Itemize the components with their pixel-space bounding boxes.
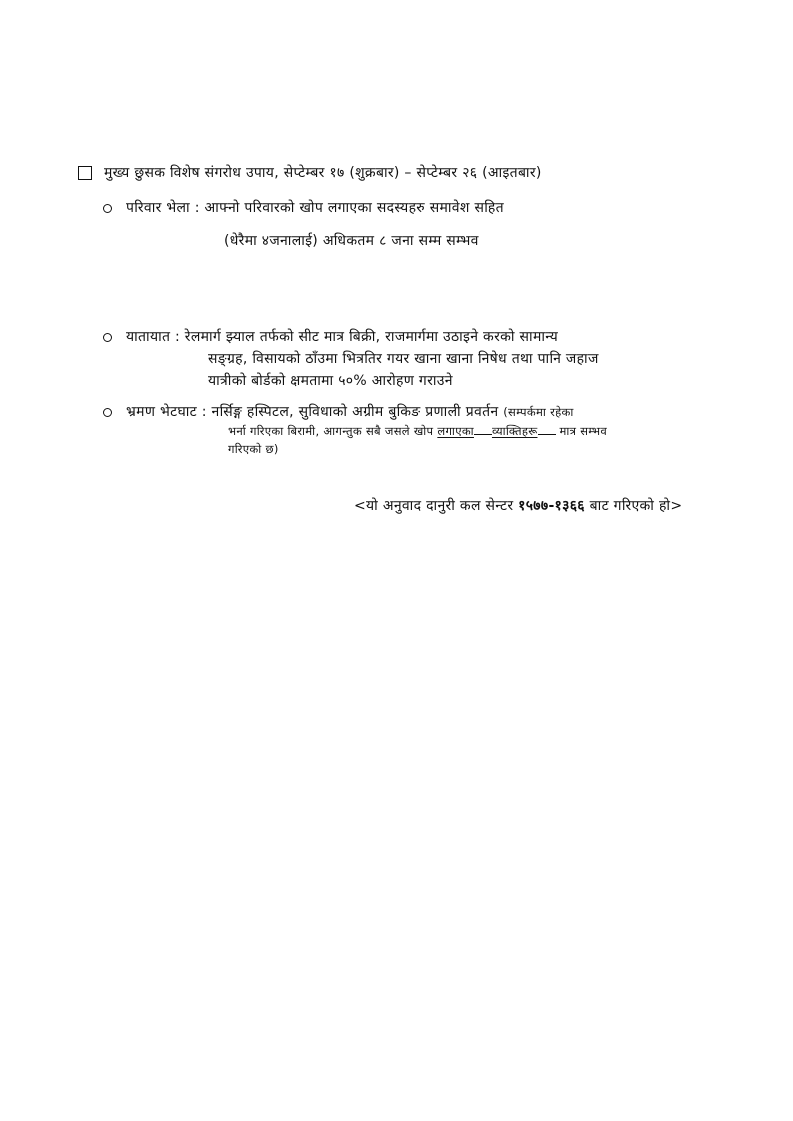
family-gathering-line1: परिवार भेला : आफ्नो परिवारको खोप लगाएका सदस्यहरु समावेश सहित <box>126 200 504 216</box>
visit-line3: गरिएको छ) <box>228 442 279 456</box>
visit-line2-underlined-2: व्याक्तिहरू <box>491 424 538 438</box>
transport-line3: यात्रीको बोर्डको क्षमतामा ५०% आरोहण गराउने <box>208 373 453 389</box>
call-center-number: १५७७-१३६६ <box>518 498 585 514</box>
bullet-icon <box>103 408 112 417</box>
visit-line2-text: भर्ना गरिएका बिरामी, आगन्तुक सबै जसले खोप <box>228 424 434 438</box>
underline-gap <box>538 424 556 435</box>
credit-prefix: <यो अनुवाद दानुरी कल सेन्टर <box>354 498 514 514</box>
transport-line2: सङ्ग्रह, विसायको ठाँउमा भित्रतिर गयर खाना खाना निषेध तथा पानि जहाज <box>208 351 599 367</box>
visit-line1-note: (सम्पर्कमा रहेका <box>503 405 574 419</box>
visit-line2 <box>228 424 607 439</box>
transport-line1: यातायात : रेलमार्ग झ्याल तर्फको सीट मात्र बिक्री, राजमार्गमा उठाइने करको सामान्य <box>126 329 559 345</box>
bullet-icon <box>103 333 112 342</box>
visit-line1 <box>126 403 574 421</box>
checkbox-icon <box>78 166 92 180</box>
visit-line2-underlined: लगाएका <box>437 424 474 438</box>
visit-line2-end: मात्र सम्भव <box>559 424 608 438</box>
bullet-icon <box>103 204 112 213</box>
underline-gap <box>474 424 492 435</box>
credit-suffix: बाट गरिएको हो> <box>589 498 683 514</box>
translation-credit <box>354 497 682 515</box>
visit-line1-text: भ्रमण भेटघाट : नर्सिङ्ग हस्पिटल, सुविधाको अग्रीम बुकिङ प्रणाली प्रवर्तन <box>126 404 499 420</box>
family-gathering-line2: (धेरैमा ४जनालाई) अधिकतम ८ जना सम्म सम्भव <box>224 233 479 249</box>
section-heading: मुख्य छुसक विशेष संगरोध उपाय, सेप्टेम्बर १७ (शुक्रबार) – सेप्टेम्बर २६ (आइतबार) <box>104 165 542 181</box>
